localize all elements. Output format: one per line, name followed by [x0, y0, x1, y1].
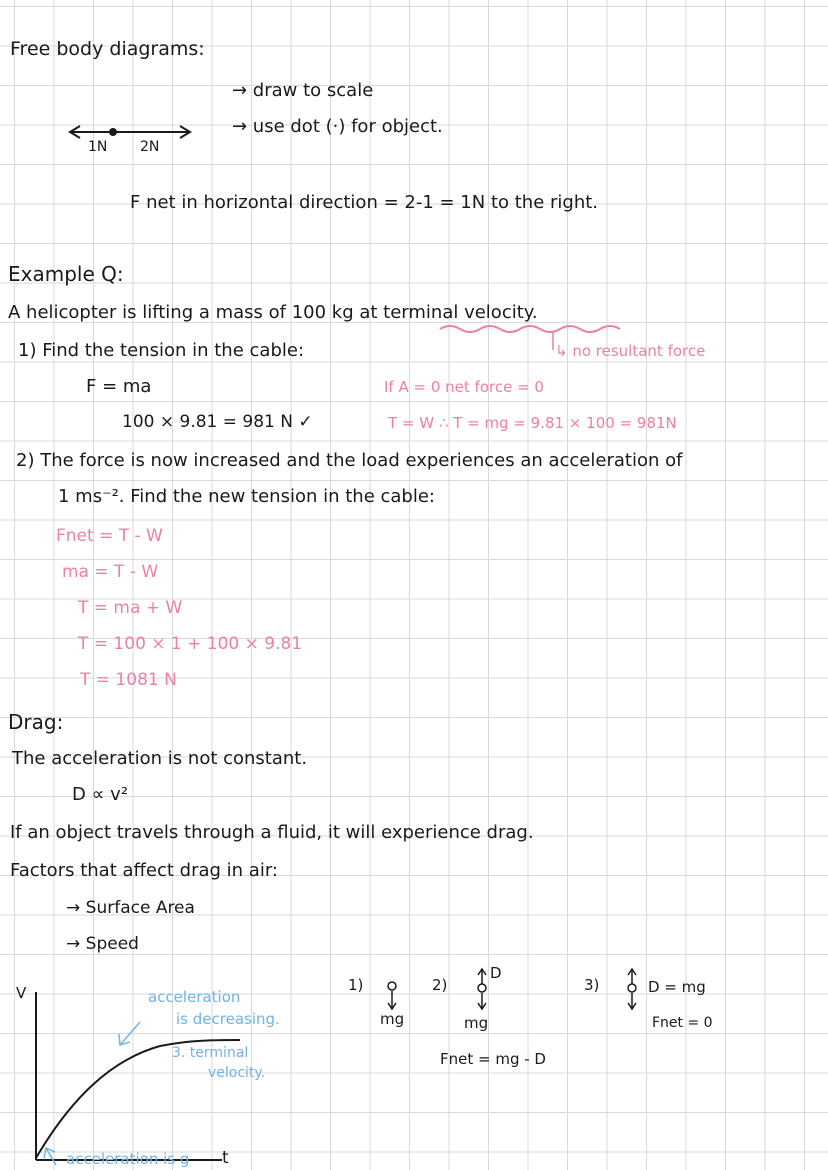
- annot-acceleration-is-g: acceleration is g: [66, 1150, 190, 1168]
- fbd-bullet-scale: → draw to scale: [232, 80, 374, 101]
- formula-f-ma: F = ma: [86, 376, 152, 397]
- calc-981: 100 × 9.81 = 981 N ✓: [122, 412, 313, 432]
- fbd-heading: Free body diagrams:: [10, 38, 205, 60]
- drag-line-fluid: If an object travels through a fluid, it will experience drag.: [10, 822, 534, 843]
- fbd-bullet-dot: → use dot (·) for object.: [232, 116, 443, 137]
- drag-heading: Drag:: [8, 710, 64, 734]
- stage-3-d-equals-mg: D = mg: [648, 978, 706, 996]
- graph-x-label: t: [222, 1148, 229, 1168]
- step-t-result: T = 1081 N: [80, 670, 177, 690]
- annot-is-decreasing: is decreasing.: [176, 1010, 280, 1028]
- step-fnet: Fnet = T - W: [56, 526, 163, 546]
- stage-1-mg: mg: [380, 1010, 405, 1028]
- question-2-line1: 2) The force is now increased and the load experiences an acceleration of: [16, 450, 683, 471]
- stage-3-fnet: Fnet = 0: [652, 1015, 713, 1031]
- stage-2-number: 2): [432, 976, 448, 994]
- stage-2-fnet: Fnet = mg - D: [440, 1050, 546, 1068]
- annot-acceleration: acceleration: [148, 988, 241, 1006]
- note-no-resultant: ↳ no resultant force: [555, 342, 706, 360]
- step-ma: ma = T - W: [62, 562, 159, 582]
- example-heading: Example Q:: [8, 262, 124, 286]
- example-statement: A helicopter is lifting a mass of 100 kg at terminal velocity.: [8, 302, 538, 323]
- calc-981-alt: T = W ∴ T = mg = 9.81 × 100 = 981N: [388, 414, 677, 432]
- drag-factors-heading: Factors that affect drag in air:: [10, 860, 278, 881]
- fbd-label-2n: 2N: [140, 139, 160, 155]
- annot-velocity: velocity.: [208, 1065, 266, 1081]
- stage-2-drag-label: D: [490, 964, 502, 982]
- annot-terminal: 3. terminal: [172, 1045, 249, 1061]
- fbd-fnet-line: F net in horizontal direction = 2-1 = 1N to the right.: [130, 192, 599, 213]
- drag-proportionality: D ∝ v²: [72, 784, 129, 805]
- stage-3-number: 3): [584, 976, 600, 994]
- stage-2-mg: mg: [464, 1014, 489, 1032]
- step-t-ma-w: T = ma + W: [78, 598, 183, 618]
- drag-factor-speed: → Speed: [66, 934, 139, 954]
- step-t-numeric: T = 100 × 1 + 100 × 9.81: [78, 634, 303, 654]
- fbd-label-1n: 1N: [88, 139, 108, 155]
- note-if-a-zero: If A = 0 net force = 0: [384, 378, 544, 396]
- drag-line-not-constant: The acceleration is not constant.: [12, 748, 308, 769]
- question-1: 1) Find the tension in the cable:: [18, 340, 305, 361]
- stage-1-number: 1): [348, 976, 364, 994]
- question-2-line2: 1 ms⁻². Find the new tension in the cable:: [58, 486, 435, 507]
- drag-factor-surface-area: → Surface Area: [66, 898, 195, 918]
- graph-y-label: V: [16, 984, 27, 1002]
